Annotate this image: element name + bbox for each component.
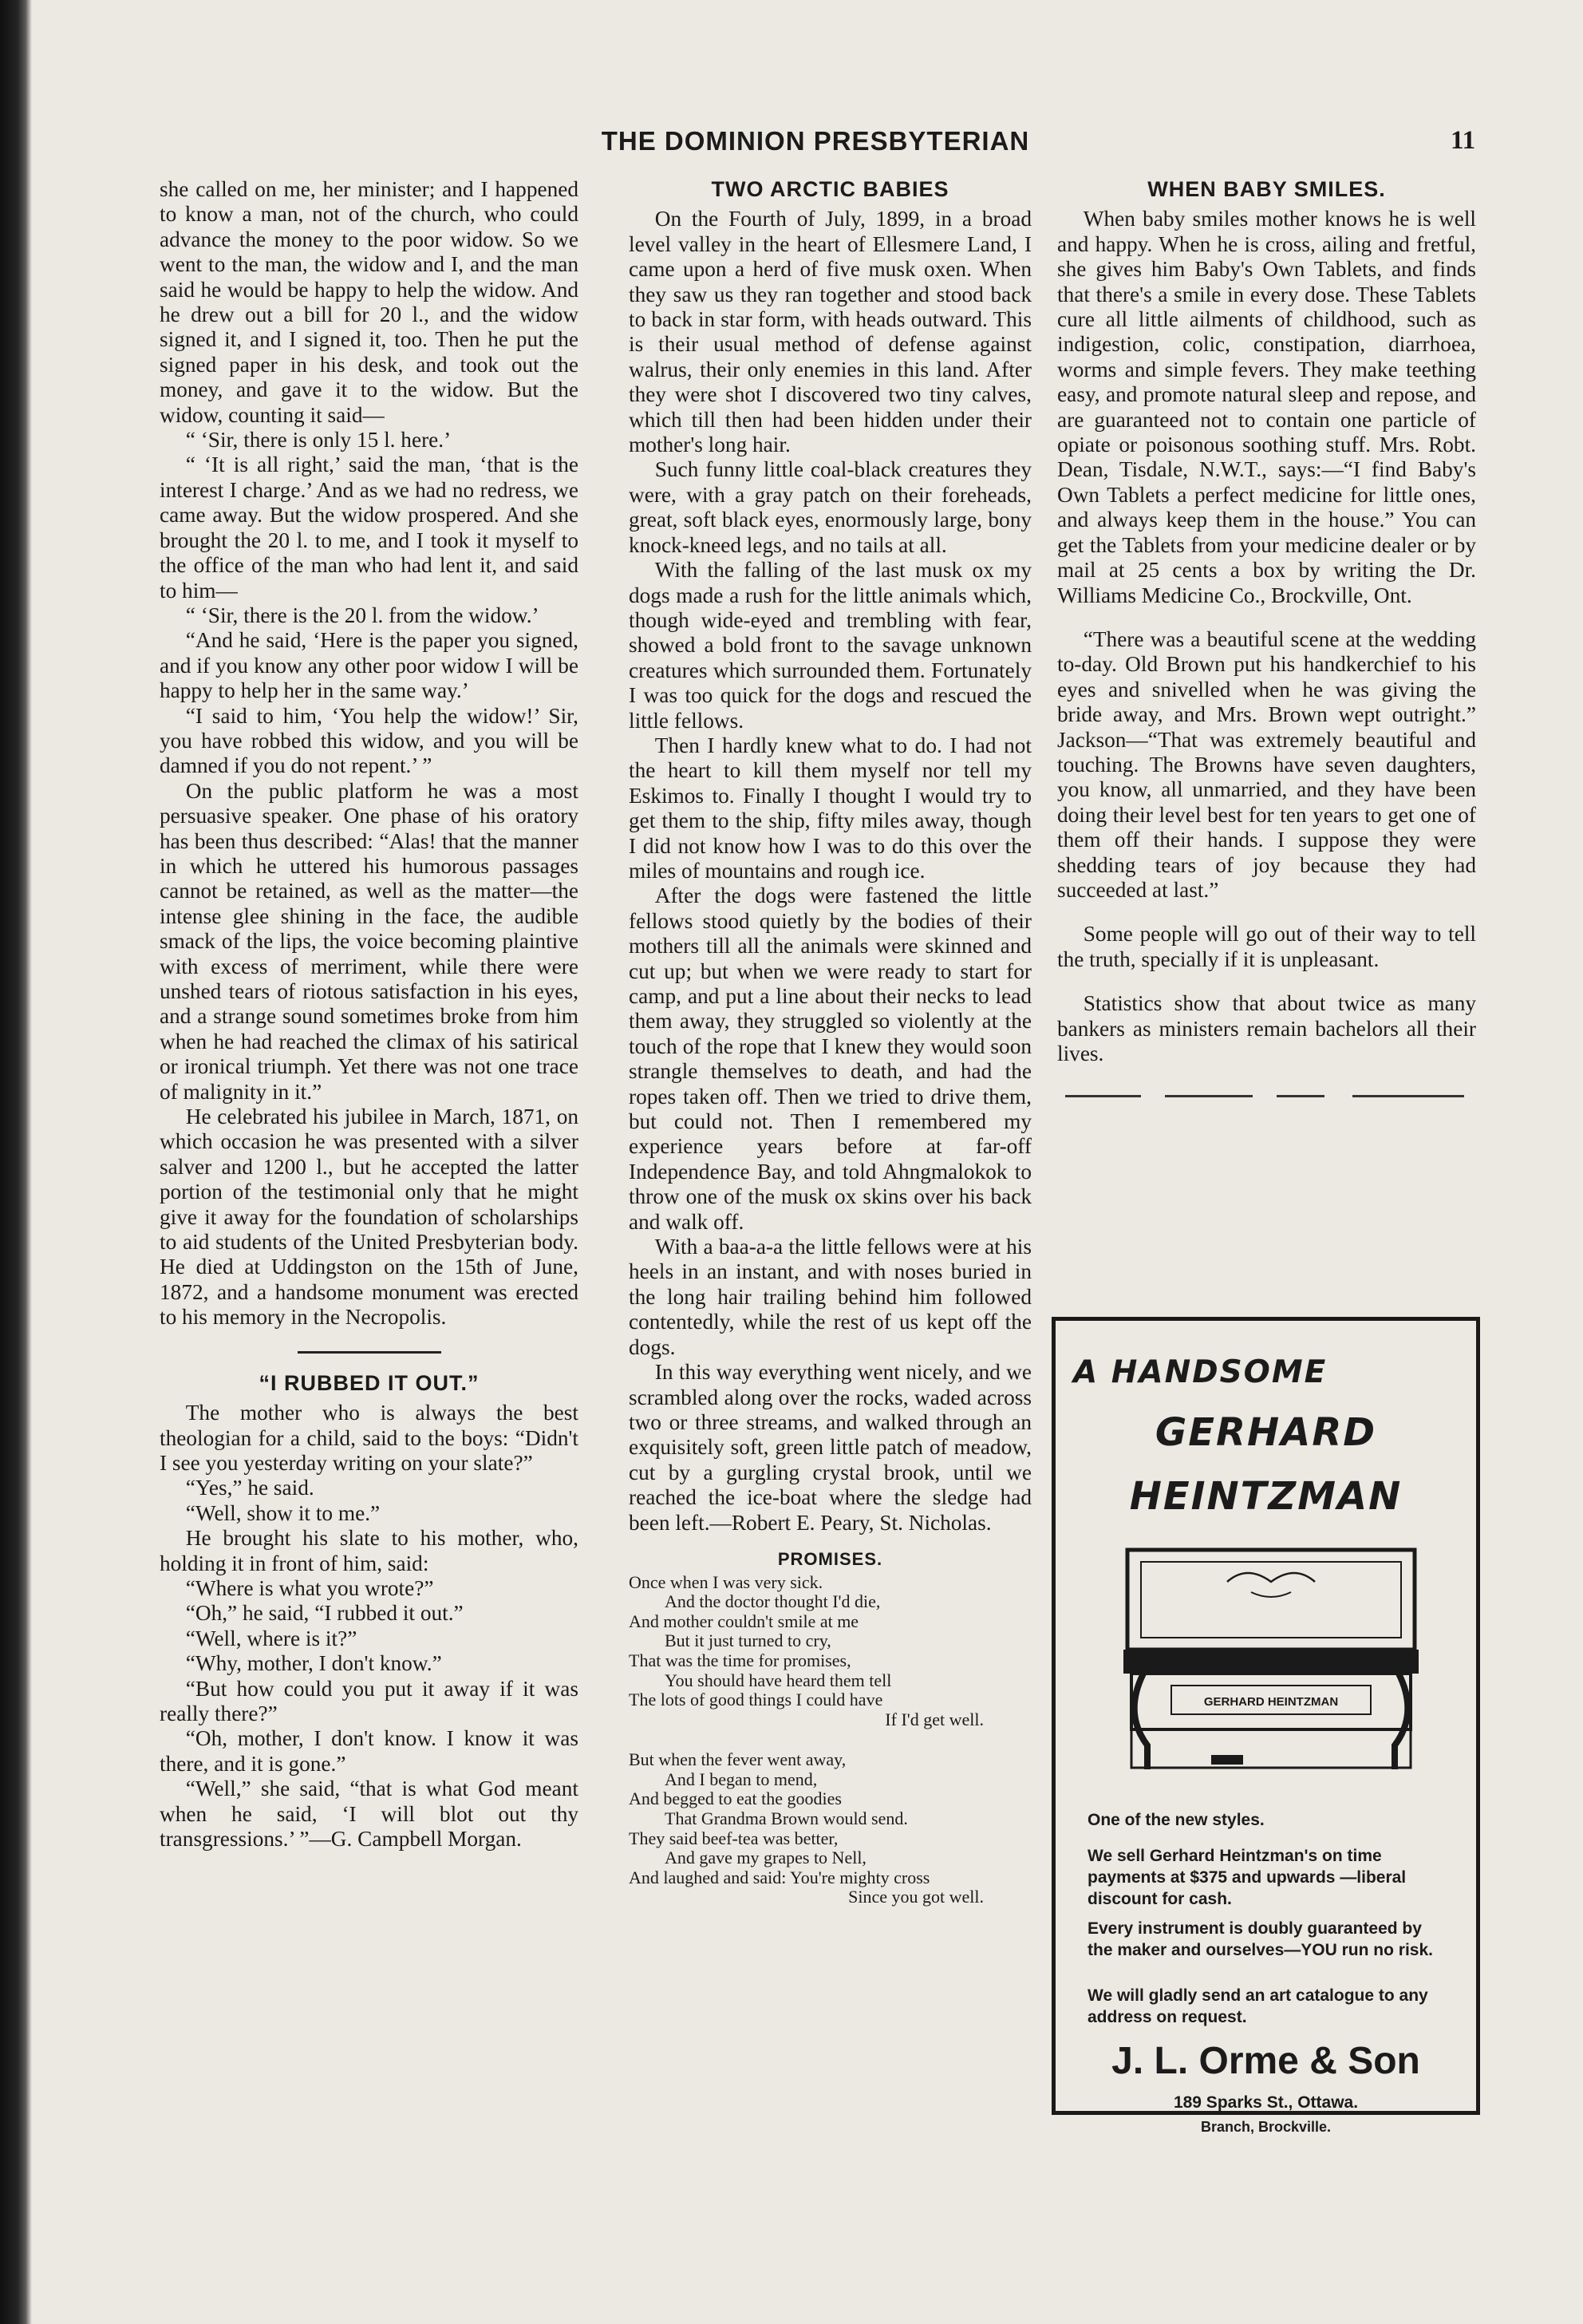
article-title: WHEN BABY SMILES.: [1147, 177, 1386, 201]
column-left: [160, 177, 578, 1852]
poem-line: And the doctor thought I'd die,: [665, 1591, 881, 1612]
ad-address: 189 Sparks St., Ottawa.: [1173, 2093, 1359, 2112]
paragraph: He celebrated his jubilee in March, 1871, on which occasion he was presented with a silver salver and 1200 l., but he accepted the latter portion of the testimonial only that he might give it away for the foundation of scholarships to aid students of the United Presbyterian body. He died at Uddingston on the 15th of June, 1872, and a handsome monument was erected to his memory in the Necropolis.: [160, 1105, 578, 1330]
paragraph: After the dogs were fastened the little fellows stood quietly by the bodies of their mothers till all the animals were skinned and cut up; but when we were ready to start for camp, and put a line about their necks to lead them away, they struggled so violently at the touch of the rope that I knew they would soon strangle themselves to death, and had the ropes taken off. Then we tried to drive them, but could not. Then I remembered my experience years before at far-off Independence Bay, and told Ahngmalokok to throw one of the musk ox skins over his back and walk off.: [629, 883, 1032, 1234]
poem-line: Since you got well.: [848, 1887, 984, 1907]
ad-firm-name: J. L. Orme & Son: [1111, 2040, 1420, 2082]
paragraph: “Oh, mother, I don't know. I know it was there, and it is gone.”: [160, 1726, 578, 1776]
paragraph: “Well,” she said, “that is what God meant when he said, ‘I will blot out thy transgressions.’ ”—G. Campbell Morgan.: [160, 1777, 578, 1851]
paragraph: With the falling of the last musk ox my dogs made a rush for the little animals which, though wide-eyed and trembling with fear, showed a bold front to the savage unknown creatures which surrounded them. Fortunately I was too quick for the dogs and rescued the little fellows.: [629, 558, 1032, 733]
poem-line: And I began to mend,: [665, 1769, 818, 1789]
paragraph: “Well, where is it?”: [185, 1626, 357, 1650]
paragraph: “Oh,” he said, “I rubbed it out.”: [185, 1601, 464, 1626]
paragraph: “ ‘Sir, there is the 20 l. from the widow.’: [185, 603, 539, 627]
poem-title: PROMISES.: [777, 1548, 883, 1569]
paragraph: “Well, show it to me.”: [185, 1500, 381, 1525]
ad-text: Every instrument is doubly guaranteed by the maker and ourselves—YOU run no risk.: [1088, 1919, 1433, 1959]
piano-illustration: [1123, 1546, 1419, 1777]
paragraph: The mother who is always the best theologian for a child, said to the boys: “Didn't I see you yesterday writing on your slate?”: [160, 1401, 578, 1475]
poem-line: But it just turned to cry,: [665, 1630, 831, 1651]
poem-line: That Grandma Brown would send.: [665, 1808, 908, 1829]
poem-line: But when the fever went away,: [629, 1749, 847, 1770]
ad-text: We sell Gerhard Heintzman's on time payments at $375 and upwards —liberal discount for cash.: [1088, 1847, 1407, 1908]
poem-line: Once when I was very sick.: [629, 1571, 823, 1592]
poem-line: That was the time for promises,: [629, 1650, 851, 1670]
poem-line: If I'd get well.: [885, 1709, 984, 1729]
paragraph: With a baa-a-a the little fellows were at his heels in an instant, and with noses buried in the long hair trailing behind him followed contentedly, while the rest of us kept off the dogs.: [629, 1235, 1032, 1359]
paragraph: He brought his slate to his mother, who, holding it in front of him, said:: [160, 1526, 578, 1575]
poem-line: And laughed and said: You're mighty cross: [629, 1867, 930, 1887]
paragraph: Such funny little coal-black creatures they were, with a gray patch on their foreheads, great, soft black eyes, enormously large, bony knock-kneed legs, and no tails at all.: [629, 457, 1032, 557]
paragraph: she called on me, her minister; and I happened to know a man, not of the church, who could advance the money to the poor widow. So we went to the man, the widow and I, and the man said he would be happy to help the widow. And he drew out a bill for 20 l., and the widow signed it, and I signed it, too. Then he put the signed paper in his desk, and took out the money, and gave it to the widow. But the widow, counting it said—: [160, 177, 578, 427]
ad-text: We will gladly send an art catalogue to any address on request.: [1088, 1986, 1428, 2026]
poem-line: And mother couldn't smile at me: [629, 1611, 859, 1631]
paragraph: “ ‘Sir, there is only 15 l. here.’: [185, 428, 452, 453]
ad-branch: Branch, Brockville.: [1200, 2119, 1332, 2135]
masthead: THE DOMINION PRESBYTERIAN: [601, 126, 1030, 156]
paragraph: “Why, mother, I don't know.”: [185, 1651, 442, 1676]
ad-caption: One of the new styles.: [1088, 1811, 1265, 1829]
divider: [298, 1351, 441, 1354]
poem: [629, 1550, 1032, 1907]
binding-edge: [0, 0, 32, 2324]
poem-line: The lots of good things I could have: [629, 1690, 883, 1710]
paragraph: Statistics show that about twice as many bankers as ministers remain bachelors all their lives.: [1057, 991, 1476, 1065]
paragraph: “ ‘It is all right,’ said the man, ‘that is the interest I charge.’ And as we had no redress, we came away. But the widow prospered. And she brought the 20 l. to me, and I took it myself to the office of the man who had lent it, and said to him—: [160, 453, 578, 603]
poem-line: They said beef-tea was better,: [629, 1828, 839, 1848]
ad-brand: GERHARD: [1155, 1410, 1377, 1455]
paragraph: Then I hardly knew what to do. I had not the heart to kill them myself nor tell my Eskimos to. Finally I thought I would try to get them to the ship, fifty miles away, though I did not know how I was to do this over the miles of mountains and rough ice.: [629, 733, 1032, 883]
story-title: “I RUBBED IT OUT.”: [259, 1370, 480, 1395]
column-middle: [629, 177, 1032, 1907]
paragraph: On the public platform he was a most persuasive speaker. One phase of his oratory has been thus described: “Alas! that the manner in which he uttered his humorous passages cannot be retained, as well as the matter—the intense glee shining in the face, the audible smack of the lips, the voice becoming plaintive with excess of merriment, while there were unshed tears of riotous satisfaction in his eyes, and a strange sound sometimes broke from him when he had reached the climax of his satirical or ironical triumph. Yet there was not one trace of malignity in it.”: [160, 778, 578, 1104]
article-title: TWO ARCTIC BABIES: [711, 177, 949, 201]
divider: [1057, 1095, 1476, 1109]
paragraph: “There was a beautiful scene at the wedding to-day. Old Brown put his handkerchief to his eyes and snivelled when he was giving the bride away, and Mrs. Brown wept outright.” Jackson—“That was extremely beautiful and touching. The Browns have seven daughters, you know, all unmarried, and they have been doing their level best for ten years to get one of them off their hands. I suppose they were shedding tears of joy because they had succeeded at last.”: [1057, 626, 1476, 902]
paragraph: When baby smiles mother knows he is well and happy. When he is cross, ailing and fretful, she gives him Baby's Own Tablets, and finds that there's a smile in every dose. These Tablets cure all little ailments of childhood, such as indigestion, colic, constipation, diarrhoea, worms and simple fevers. They make teething easy, and promote natural sleep and repose, and are guaranteed not to contain one particle of opiate or poisonous soothing stuff. Mrs. Robt. Dean, Tisdale, N.W.T., says:—“I find Baby's Own Tablets a perfect medicine for little ones, and always keep them in the house.” You can get the Tablets from your medicine dealer or by mail at 25 cents a box by writing the Dr. Williams Medicine Co., Brockville, Ont.: [1057, 207, 1476, 607]
paragraph: “And he said, ‘Here is the paper you signed, and if you know any other poor widow I will be happy to help her in the same way.’: [160, 628, 578, 703]
paragraph: “Where is what you wrote?”: [185, 1575, 434, 1600]
ad-headline: A HANDSOME: [1073, 1354, 1328, 1390]
poem-line: And begged to eat the goodies: [629, 1788, 842, 1809]
paragraph: “Yes,” he said.: [185, 1476, 314, 1500]
paragraph: In this way everything went nicely, and we scrambled along over the rocks, waded across two or three streams, and walked through an exquisitely soft, green little patch of meadow, cut by a gurgling crystal brook, until we reached the ice-boat where the sledge had been left.—Robert E. Peary, St. Nicholas.: [629, 1360, 1032, 1535]
page-header: [0, 126, 1583, 166]
poem-line: And gave my grapes to Nell,: [665, 1848, 867, 1868]
poem-line: You should have heard them tell: [665, 1670, 892, 1690]
piano-label: GERHARD HEINTZMAN: [1203, 1695, 1339, 1709]
paragraph: Some people will go out of their way to tell the truth, specially if it is unpleasant.: [1057, 922, 1476, 971]
column-right: [1057, 177, 1476, 1109]
page-number: 11: [1451, 126, 1476, 155]
paragraph: “But how could you put it away if it was really there?”: [160, 1676, 578, 1725]
ad-brand: HEINTZMAN: [1129, 1474, 1403, 1519]
paragraph: On the Fourth of July, 1899, in a broad level valley in the heart of Ellesmere Land, I came upon a herd of five musk oxen. When they saw us they ran together and stood back to back in star form, with heads outward. This is their usual method of defense against walrus, their only enemies in this land. After they were shot I discovered two tiny calves, which till then had been hidden under their mother's long hair.: [629, 207, 1032, 457]
piano-advertisement: [1052, 1317, 1480, 2135]
paragraph: “I said to him, ‘You help the widow!’ Sir, you have robbed this widow, and you will be damned if you do not repent.’ ”: [160, 703, 578, 778]
